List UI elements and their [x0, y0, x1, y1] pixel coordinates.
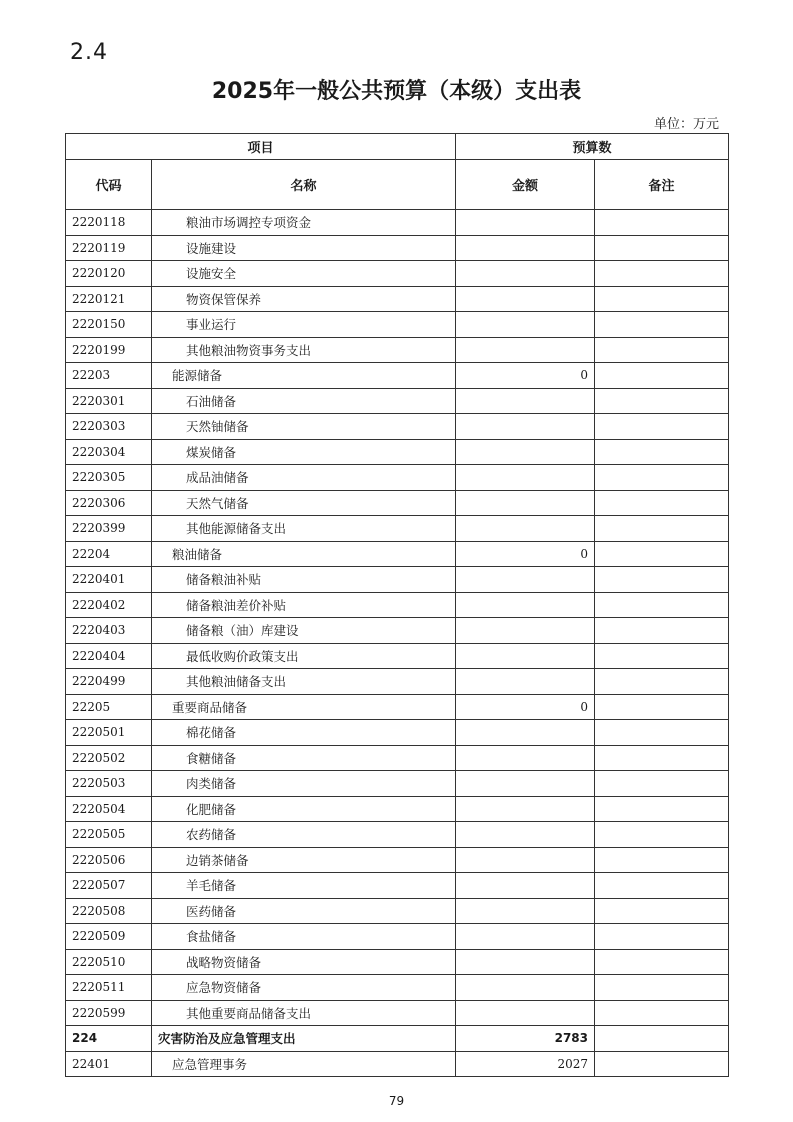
code-cell: 2220511	[66, 975, 152, 1001]
code-cell: 22205	[66, 694, 152, 720]
note-cell	[595, 975, 729, 1001]
table-row	[66, 949, 729, 975]
name-cell: 储备粮（油）库建设	[152, 618, 456, 644]
note-cell	[595, 567, 729, 593]
amount-cell	[456, 924, 595, 950]
table-row	[66, 898, 729, 924]
table-row	[66, 771, 729, 797]
amount-cell: 0	[456, 541, 595, 567]
name-cell: 应急物资储备	[152, 975, 456, 1001]
amount-cell	[456, 516, 595, 542]
note-cell	[595, 439, 729, 465]
amount-cell	[456, 796, 595, 822]
amount-cell	[456, 337, 595, 363]
code-cell: 22401	[66, 1051, 152, 1077]
section-number: 2.4	[70, 40, 108, 65]
amount-cell	[456, 720, 595, 746]
note-cell	[595, 210, 729, 236]
name-cell: 事业运行	[152, 312, 456, 338]
name-cell: 食糖储备	[152, 745, 456, 771]
table-row	[66, 796, 729, 822]
code-cell: 2220402	[66, 592, 152, 618]
note-cell	[595, 337, 729, 363]
name-cell: 最低收购价政策支出	[152, 643, 456, 669]
table-row	[66, 745, 729, 771]
name-cell: 储备粮油补贴	[152, 567, 456, 593]
code-cell: 2220504	[66, 796, 152, 822]
amount-cell	[456, 286, 595, 312]
note-cell	[595, 490, 729, 516]
code-cell: 2220510	[66, 949, 152, 975]
table-row	[66, 1000, 729, 1026]
name-cell: 灾害防治及应急管理支出	[152, 1026, 456, 1052]
name-cell: 农药储备	[152, 822, 456, 848]
name-cell: 天然铀储备	[152, 414, 456, 440]
amount-cell	[456, 490, 595, 516]
code-cell: 2220501	[66, 720, 152, 746]
note-cell	[595, 847, 729, 873]
amount-cell	[456, 388, 595, 414]
code-cell: 2220304	[66, 439, 152, 465]
header-item-group: 项目	[66, 134, 456, 160]
name-cell: 其他粮油储备支出	[152, 669, 456, 695]
table-row	[66, 694, 729, 720]
note-cell	[595, 694, 729, 720]
table-row	[66, 439, 729, 465]
page-number: 79	[388, 1094, 405, 1108]
amount-cell	[456, 873, 595, 899]
note-cell	[595, 643, 729, 669]
name-cell: 其他能源储备支出	[152, 516, 456, 542]
name-cell: 石油储备	[152, 388, 456, 414]
amount-cell	[456, 847, 595, 873]
note-cell	[595, 720, 729, 746]
code-cell: 2220401	[66, 567, 152, 593]
name-cell: 其他重要商品储备支出	[152, 1000, 456, 1026]
table-row	[66, 847, 729, 873]
amount-cell	[456, 771, 595, 797]
name-cell: 重要商品储备	[152, 694, 456, 720]
table-row	[66, 490, 729, 516]
name-cell: 医药储备	[152, 898, 456, 924]
table-row	[66, 286, 729, 312]
table-row	[66, 337, 729, 363]
amount-cell	[456, 745, 595, 771]
table-row	[66, 465, 729, 491]
table-row	[66, 618, 729, 644]
code-cell: 2220399	[66, 516, 152, 542]
name-cell: 储备粮油差价补贴	[152, 592, 456, 618]
table-row	[66, 210, 729, 236]
code-cell: 2220121	[66, 286, 152, 312]
code-cell: 2220499	[66, 669, 152, 695]
note-cell	[595, 796, 729, 822]
amount-cell	[456, 235, 595, 261]
amount-cell	[456, 1000, 595, 1026]
name-cell: 其他粮油物资事务支出	[152, 337, 456, 363]
amount-cell	[456, 567, 595, 593]
amount-cell	[456, 618, 595, 644]
table-body	[66, 210, 729, 1077]
table-row	[66, 1026, 729, 1052]
table-row	[66, 567, 729, 593]
code-cell: 2220199	[66, 337, 152, 363]
note-cell	[595, 669, 729, 695]
name-cell: 成品油储备	[152, 465, 456, 491]
amount-cell	[456, 898, 595, 924]
note-cell	[595, 235, 729, 261]
code-cell: 224	[66, 1026, 152, 1052]
code-cell: 2220507	[66, 873, 152, 899]
code-cell: 2220403	[66, 618, 152, 644]
name-cell: 应急管理事务	[152, 1051, 456, 1077]
amount-cell	[456, 669, 595, 695]
table-row	[66, 388, 729, 414]
table-row	[66, 669, 729, 695]
note-cell	[595, 1051, 729, 1077]
note-cell	[595, 516, 729, 542]
header-name: 名称	[152, 160, 456, 210]
note-cell	[595, 745, 729, 771]
note-cell	[595, 286, 729, 312]
name-cell: 设施安全	[152, 261, 456, 287]
note-cell	[595, 822, 729, 848]
note-cell	[595, 465, 729, 491]
header-row-group	[66, 134, 729, 160]
name-cell: 边销茶储备	[152, 847, 456, 873]
code-cell: 2220503	[66, 771, 152, 797]
amount-cell	[456, 822, 595, 848]
code-cell: 2220303	[66, 414, 152, 440]
unit-label: 单位：万元	[653, 117, 719, 132]
table-row	[66, 261, 729, 287]
amount-cell	[456, 643, 595, 669]
code-cell: 2220118	[66, 210, 152, 236]
code-cell: 2220119	[66, 235, 152, 261]
code-cell: 2220150	[66, 312, 152, 338]
amount-cell	[456, 465, 595, 491]
code-cell: 2220599	[66, 1000, 152, 1026]
name-cell: 粮油储备	[152, 541, 456, 567]
amount-cell	[456, 414, 595, 440]
code-cell: 2220301	[66, 388, 152, 414]
amount-cell	[456, 592, 595, 618]
code-cell: 22203	[66, 363, 152, 389]
table-row	[66, 975, 729, 1001]
code-cell: 2220404	[66, 643, 152, 669]
code-cell: 22204	[66, 541, 152, 567]
amount-cell	[456, 439, 595, 465]
name-cell: 羊毛储备	[152, 873, 456, 899]
code-cell: 2220502	[66, 745, 152, 771]
name-cell: 能源储备	[152, 363, 456, 389]
table-row	[66, 516, 729, 542]
note-cell	[595, 541, 729, 567]
budget-table	[65, 133, 729, 1077]
note-cell	[595, 1000, 729, 1026]
note-cell	[595, 898, 729, 924]
table-row	[66, 720, 729, 746]
name-cell: 棉花储备	[152, 720, 456, 746]
amount-cell	[456, 210, 595, 236]
amount-cell: 2027	[456, 1051, 595, 1077]
amount-cell	[456, 312, 595, 338]
amount-cell	[456, 975, 595, 1001]
amount-cell: 0	[456, 694, 595, 720]
name-cell: 食盐储备	[152, 924, 456, 950]
amount-cell	[456, 949, 595, 975]
name-cell: 设施建设	[152, 235, 456, 261]
note-cell	[595, 771, 729, 797]
note-cell	[595, 618, 729, 644]
table-row	[66, 592, 729, 618]
code-cell: 2220306	[66, 490, 152, 516]
header-row-columns	[66, 160, 729, 210]
header-code: 代码	[66, 160, 152, 210]
amount-cell: 0	[456, 363, 595, 389]
name-cell: 肉类储备	[152, 771, 456, 797]
code-cell: 2220305	[66, 465, 152, 491]
table-row	[66, 363, 729, 389]
name-cell: 物资保管保养	[152, 286, 456, 312]
table-row	[66, 822, 729, 848]
amount-cell: 2783	[456, 1026, 595, 1052]
note-cell	[595, 592, 729, 618]
name-cell: 煤炭储备	[152, 439, 456, 465]
header-note: 备注	[595, 160, 729, 210]
note-cell	[595, 1026, 729, 1052]
code-cell: 2220509	[66, 924, 152, 950]
note-cell	[595, 924, 729, 950]
amount-cell	[456, 261, 595, 287]
note-cell	[595, 312, 729, 338]
code-cell: 2220506	[66, 847, 152, 873]
note-cell	[595, 261, 729, 287]
note-cell	[595, 873, 729, 899]
code-cell: 2220508	[66, 898, 152, 924]
table-row	[66, 414, 729, 440]
table-row	[66, 873, 729, 899]
code-cell: 2220120	[66, 261, 152, 287]
name-cell: 战略物资储备	[152, 949, 456, 975]
header-amount: 金额	[456, 160, 595, 210]
table-row	[66, 541, 729, 567]
note-cell	[595, 388, 729, 414]
table-row	[66, 643, 729, 669]
header-budget-group: 预算数	[456, 134, 729, 160]
note-cell	[595, 363, 729, 389]
name-cell: 粮油市场调控专项资金	[152, 210, 456, 236]
table-row	[66, 312, 729, 338]
page-title: 2025年一般公共预算（本级）支出表	[211, 79, 582, 104]
note-cell	[595, 949, 729, 975]
name-cell: 天然气储备	[152, 490, 456, 516]
table-row	[66, 1051, 729, 1077]
table-row	[66, 924, 729, 950]
note-cell	[595, 414, 729, 440]
name-cell: 化肥储备	[152, 796, 456, 822]
table-row	[66, 235, 729, 261]
code-cell: 2220505	[66, 822, 152, 848]
